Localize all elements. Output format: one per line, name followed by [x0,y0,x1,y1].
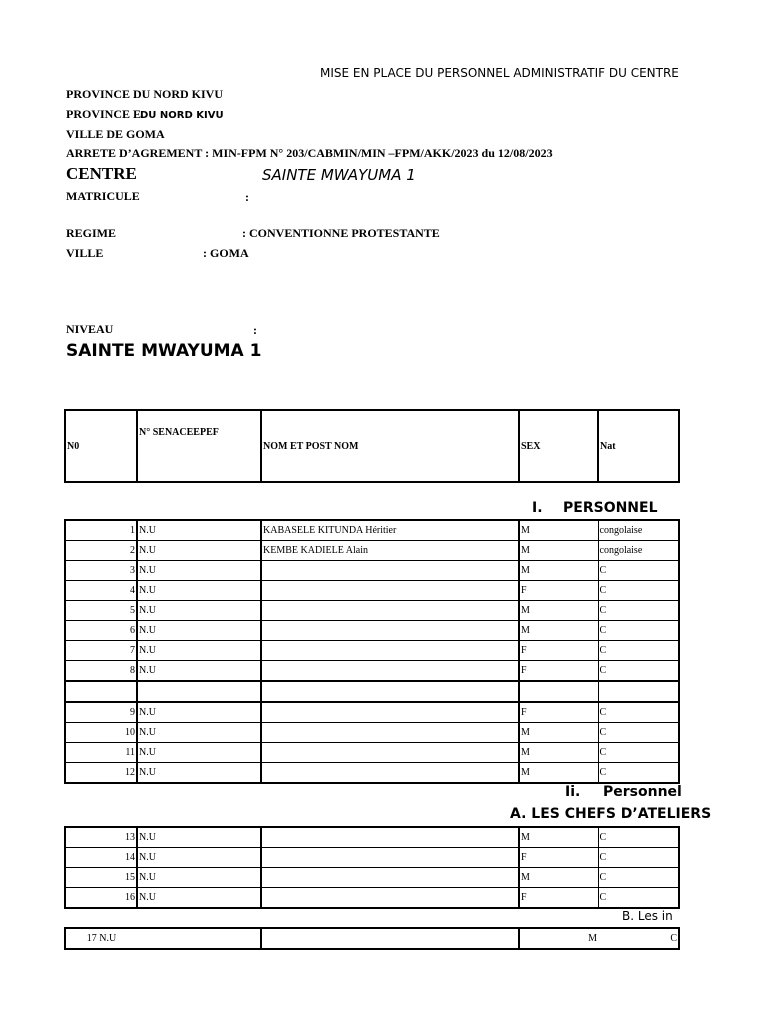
cell-name [261,681,519,702]
table-row [65,661,679,682]
cell-no: 8 [65,661,137,682]
table-row [65,763,679,784]
table-row [65,702,679,723]
matricule-label: MATRICULE [66,189,140,203]
cell-sex [519,681,598,702]
header-arrete: ARRETE D’AGREMENT : MIN-FPM N° 203/CABMIN/MIN –FPM/AKK/2023 du 12/08/2023 [66,146,553,160]
table-row [65,888,679,909]
cell-nat: C [598,641,679,661]
cell-name [261,702,519,723]
cell-sex: M [519,621,598,641]
cell-nat: C [598,601,679,621]
cell-no: 13 [65,827,137,848]
cell-nat: C [598,661,679,682]
cell-matricule: N.U [137,581,261,601]
header-province-prefix: PROVINCE E [66,107,142,121]
matricule-colon: : [245,190,249,204]
cell-nat: C [598,561,679,581]
cell-matricule: N.U [137,888,261,909]
niveau-colon: : [253,323,257,337]
cell-matricule [137,681,261,702]
cell-sex: M [519,541,598,561]
cell-matricule: N.U [137,763,261,784]
cell-sex: M [519,520,598,541]
staff-table-b [64,826,680,909]
table-row [65,561,679,581]
cell-nat: C [598,621,679,641]
cell-nat: congolaise [598,541,679,561]
table-row [65,743,679,763]
cell-no: 16 [65,888,137,909]
header-nat: Nat [598,410,679,482]
table-row [65,621,679,641]
document-title: MISE EN PLACE DU PERSONNEL ADMINISTRATIF DU CENTRE [320,66,679,80]
staff-table-a [64,519,680,784]
cell-name [261,581,519,601]
cell-no: 12 [65,763,137,784]
table-row [65,928,679,949]
cell-no: 7 [65,641,137,661]
cell-name [261,763,519,784]
table-row [65,601,679,621]
cell-matricule: N.U [137,561,261,581]
cell-nat: C [598,827,679,848]
table-row [65,681,679,702]
cell-nat: C [598,763,679,784]
cell-matricule: N.U [137,621,261,641]
cell-matricule [137,928,261,949]
cell-no: 14 [65,848,137,868]
cell-no: 11 [65,743,137,763]
cell-sex: M [519,868,598,888]
cell-name: KABASELE KITUNDA Héritier [261,520,519,541]
cell-nat: C [598,581,679,601]
cell-nat: C [598,702,679,723]
niveau-label: NIVEAU [66,322,114,336]
cell-name [261,743,519,763]
cell-name [261,661,519,682]
cell-nat: C [598,868,679,888]
cell-no: 9 [65,702,137,723]
cell-name [261,723,519,743]
ville-label: VILLE [66,246,104,260]
cell-matricule: N.U [137,541,261,561]
cell-name [261,928,519,949]
cell-matricule: N.U [137,520,261,541]
cell-name [261,621,519,641]
cell-sex: F [519,581,598,601]
centre-value: SAINTE MWAYUMA 1 [262,166,416,184]
table-row [65,827,679,848]
header-no: N0 [65,410,137,482]
cell-name [261,641,519,661]
cell-sex: F [519,661,598,682]
cell-nat: C [598,928,679,949]
header-table [64,409,680,483]
header-province-suffix: DU NORD KIVU [140,110,224,121]
cell-matricule: N.U [137,702,261,723]
cell-sex: F [519,702,598,723]
cell-no: 4 [65,581,137,601]
header-nom: NOM ET POST NOM [261,410,519,482]
cell-sex: F [519,888,598,909]
cell-sex: M [519,928,598,949]
cell-name [261,888,519,909]
section2a-title: A. LES CHEFS D’ATELIERS [510,806,712,822]
header-city: VILLE DE GOMA [66,127,165,141]
section2b-title: B. Les in [622,909,673,923]
section2-title: Personnel [603,784,682,800]
table-row [65,868,679,888]
cell-matricule: N.U [137,848,261,868]
cell-sex: M [519,743,598,763]
centre-label: CENTRE [66,164,137,183]
cell-no: 10 [65,723,137,743]
cell-name [261,561,519,581]
ville-value: : GOMA [203,246,249,260]
staff-table-c [64,927,680,950]
cell-sex: F [519,848,598,868]
table-row [65,723,679,743]
cell-sex: M [519,827,598,848]
cell-matricule: N.U [137,641,261,661]
school-title: SAINTE MWAYUMA 1 [66,341,262,361]
cell-matricule: N.U [137,601,261,621]
cell-no: 6 [65,621,137,641]
cell-nat: C [598,743,679,763]
cell-matricule: N.U [137,723,261,743]
cell-no: 15 [65,868,137,888]
cell-sex: M [519,763,598,784]
cell-name [261,848,519,868]
cell-matricule: N.U [137,743,261,763]
cell-nat: C [598,848,679,868]
cell-sex: M [519,723,598,743]
cell-nat: congolaise [598,520,679,541]
table-row [65,520,679,541]
header-senaceepef: N° SENACEEPEF [137,410,261,482]
section1-title: PERSONNEL [563,500,658,516]
cell-no: 1 [65,520,137,541]
cell-name [261,827,519,848]
table-row [65,848,679,868]
section1-number: I. [532,500,543,516]
cell-sex: M [519,561,598,581]
cell-nat: C [598,888,679,909]
cell-nat: C [598,723,679,743]
cell-no: 3 [65,561,137,581]
cell-sex: M [519,601,598,621]
cell-no: 17 N.U [65,928,137,949]
cell-name [261,601,519,621]
section2-number: Ii. [565,784,581,800]
regime-value: : CONVENTIONNE PROTESTANTE [242,226,440,240]
cell-no: 2 [65,541,137,561]
table-row [65,541,679,561]
table-row [65,641,679,661]
header-sex: SEX [519,410,598,482]
cell-matricule: N.U [137,827,261,848]
cell-no: 5 [65,601,137,621]
table-row [65,581,679,601]
cell-nat [598,681,679,702]
cell-name: KEMBE KADIELE Alain [261,541,519,561]
cell-no [65,681,137,702]
regime-label: REGIME [66,226,117,240]
cell-name [261,868,519,888]
cell-matricule: N.U [137,661,261,682]
header-province: PROVINCE DU NORD KIVU [66,87,224,101]
cell-sex: F [519,641,598,661]
cell-matricule: N.U [137,868,261,888]
